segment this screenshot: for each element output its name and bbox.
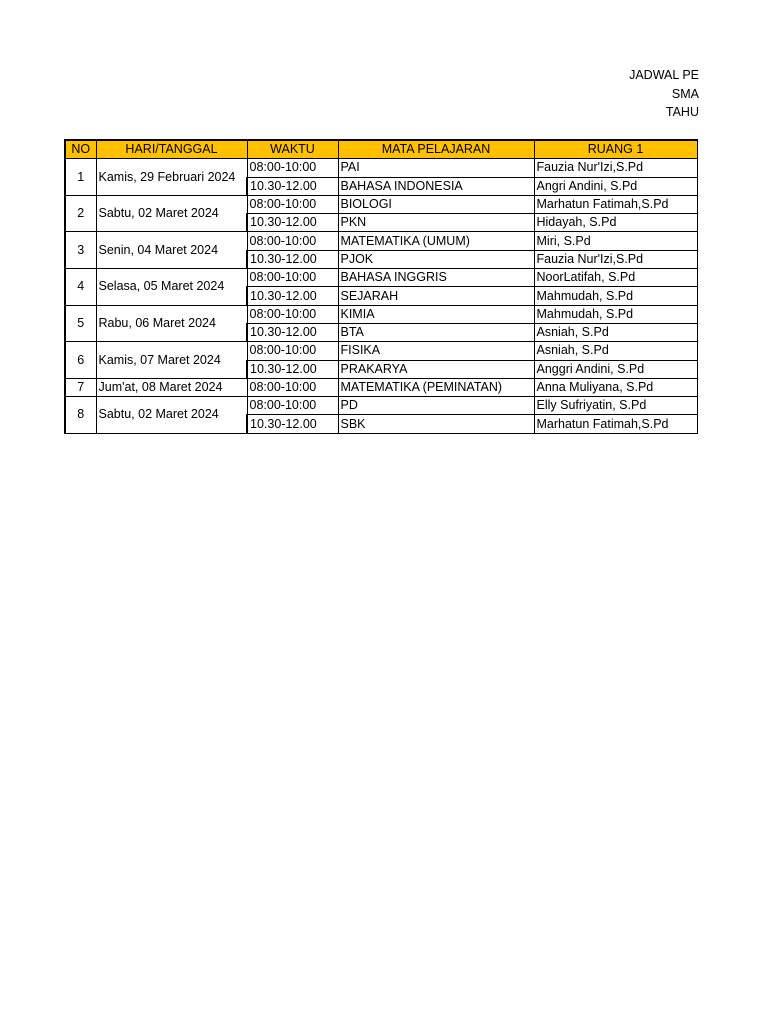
time-cell: 08:00-10:00 (247, 232, 338, 250)
room-teacher-cell: Elly Sufriyatin, S.Pd (534, 397, 697, 415)
exam-schedule-table (64, 139, 698, 434)
time-cell: 10.30-12.00 (247, 214, 338, 232)
header-day-date: HARI/TANGGAL (96, 140, 247, 159)
table-row (65, 232, 697, 250)
room-teacher-cell: Asniah, S.Pd (534, 323, 697, 341)
subject-cell: SEJARAH (338, 287, 534, 305)
day-date-cell: Sabtu, 02 Maret 2024 (96, 397, 247, 434)
day-date-cell: Jum'at, 08 Maret 2024 (96, 378, 247, 396)
row-number: 1 (65, 159, 96, 196)
room-teacher-cell: Mahmudah, S.Pd (534, 305, 697, 323)
subject-cell: MATEMATIKA (UMUM) (338, 232, 534, 250)
table-row (65, 159, 697, 177)
header-room-1: RUANG 1 (534, 140, 697, 159)
subject-cell: PKN (338, 214, 534, 232)
table-row (65, 397, 697, 415)
room-teacher-cell: NoorLatifah, S.Pd (534, 269, 697, 287)
time-cell: 10.30-12.00 (247, 177, 338, 195)
time-cell: 08:00-10:00 (247, 269, 338, 287)
time-cell: 10.30-12.00 (247, 323, 338, 341)
row-number: 6 (65, 342, 96, 379)
row-number: 2 (65, 195, 96, 232)
subject-cell: PRAKARYA (338, 360, 534, 378)
day-date-cell: Sabtu, 02 Maret 2024 (96, 195, 247, 232)
subject-cell: FISIKA (338, 342, 534, 360)
subject-cell: KIMIA (338, 305, 534, 323)
title-line-2: SMA (671, 86, 699, 101)
title-line-1: JADWAL PE (629, 68, 699, 82)
day-date-cell: Kamis, 07 Maret 2024 (96, 342, 247, 379)
table-row (65, 342, 697, 360)
room-teacher-cell: Marhatun Fatimah,S.Pd (534, 415, 697, 433)
subject-cell: BAHASA INDONESIA (338, 177, 534, 195)
room-teacher-cell: Hidayah, S.Pd (534, 214, 697, 232)
header-no: NO (65, 140, 96, 159)
time-cell: 08:00-10:00 (247, 342, 338, 360)
day-date-cell: Senin, 04 Maret 2024 (96, 232, 247, 269)
table-row (65, 305, 697, 323)
table-row (65, 269, 697, 287)
time-cell: 08:00-10:00 (247, 397, 338, 415)
room-teacher-cell: Miri, S.Pd (534, 232, 697, 250)
table-body (65, 159, 697, 433)
document-title (560, 66, 699, 122)
subject-cell: BIOLOGI (338, 195, 534, 213)
room-teacher-cell: Fauzia Nur'Izi,S.Pd (534, 250, 697, 268)
time-cell: 10.30-12.00 (247, 415, 338, 433)
day-date-cell: Kamis, 29 Februari 2024 (96, 159, 247, 196)
time-cell: 08:00-10:00 (247, 159, 338, 177)
time-cell: 08:00-10:00 (247, 305, 338, 323)
day-date-cell: Rabu, 06 Maret 2024 (96, 305, 247, 342)
subject-cell: PJOK (338, 250, 534, 268)
row-number: 5 (65, 305, 96, 342)
time-cell: 10.30-12.00 (247, 250, 338, 268)
row-number: 3 (65, 232, 96, 269)
table-row (65, 378, 697, 396)
time-cell: 08:00-10:00 (247, 195, 338, 213)
header-time: WAKTU (247, 140, 338, 159)
day-date-cell: Selasa, 05 Maret 2024 (96, 269, 247, 306)
room-teacher-cell: Marhatun Fatimah,S.Pd (534, 195, 697, 213)
time-cell: 10.30-12.00 (247, 360, 338, 378)
room-teacher-cell: Angri Andini, S.Pd (534, 177, 697, 195)
subject-cell: SBK (338, 415, 534, 433)
subject-cell: MATEMATIKA (PEMINATAN) (338, 378, 534, 396)
title-line-3: TAHU (665, 105, 699, 119)
subject-cell: BAHASA INGGRIS (338, 269, 534, 287)
subject-cell: BTA (338, 323, 534, 341)
room-teacher-cell: Fauzia Nur'Izi,S.Pd (534, 159, 697, 177)
table-row (65, 195, 697, 213)
room-teacher-cell: Mahmudah, S.Pd (534, 287, 697, 305)
room-teacher-cell: Anna Muliyana, S.Pd (534, 378, 697, 396)
time-cell: 08:00-10:00 (247, 378, 338, 396)
room-teacher-cell: Anggri Andini, S.Pd (534, 360, 697, 378)
row-number: 4 (65, 269, 96, 306)
time-cell: 10.30-12.00 (247, 287, 338, 305)
row-number: 7 (65, 378, 96, 396)
row-number: 8 (65, 397, 96, 434)
table-header-row (65, 140, 697, 159)
subject-cell: PAI (338, 159, 534, 177)
room-teacher-cell: Asniah, S.Pd (534, 342, 697, 360)
subject-cell: PD (338, 397, 534, 415)
header-subject: MATA PELAJARAN (338, 140, 534, 159)
